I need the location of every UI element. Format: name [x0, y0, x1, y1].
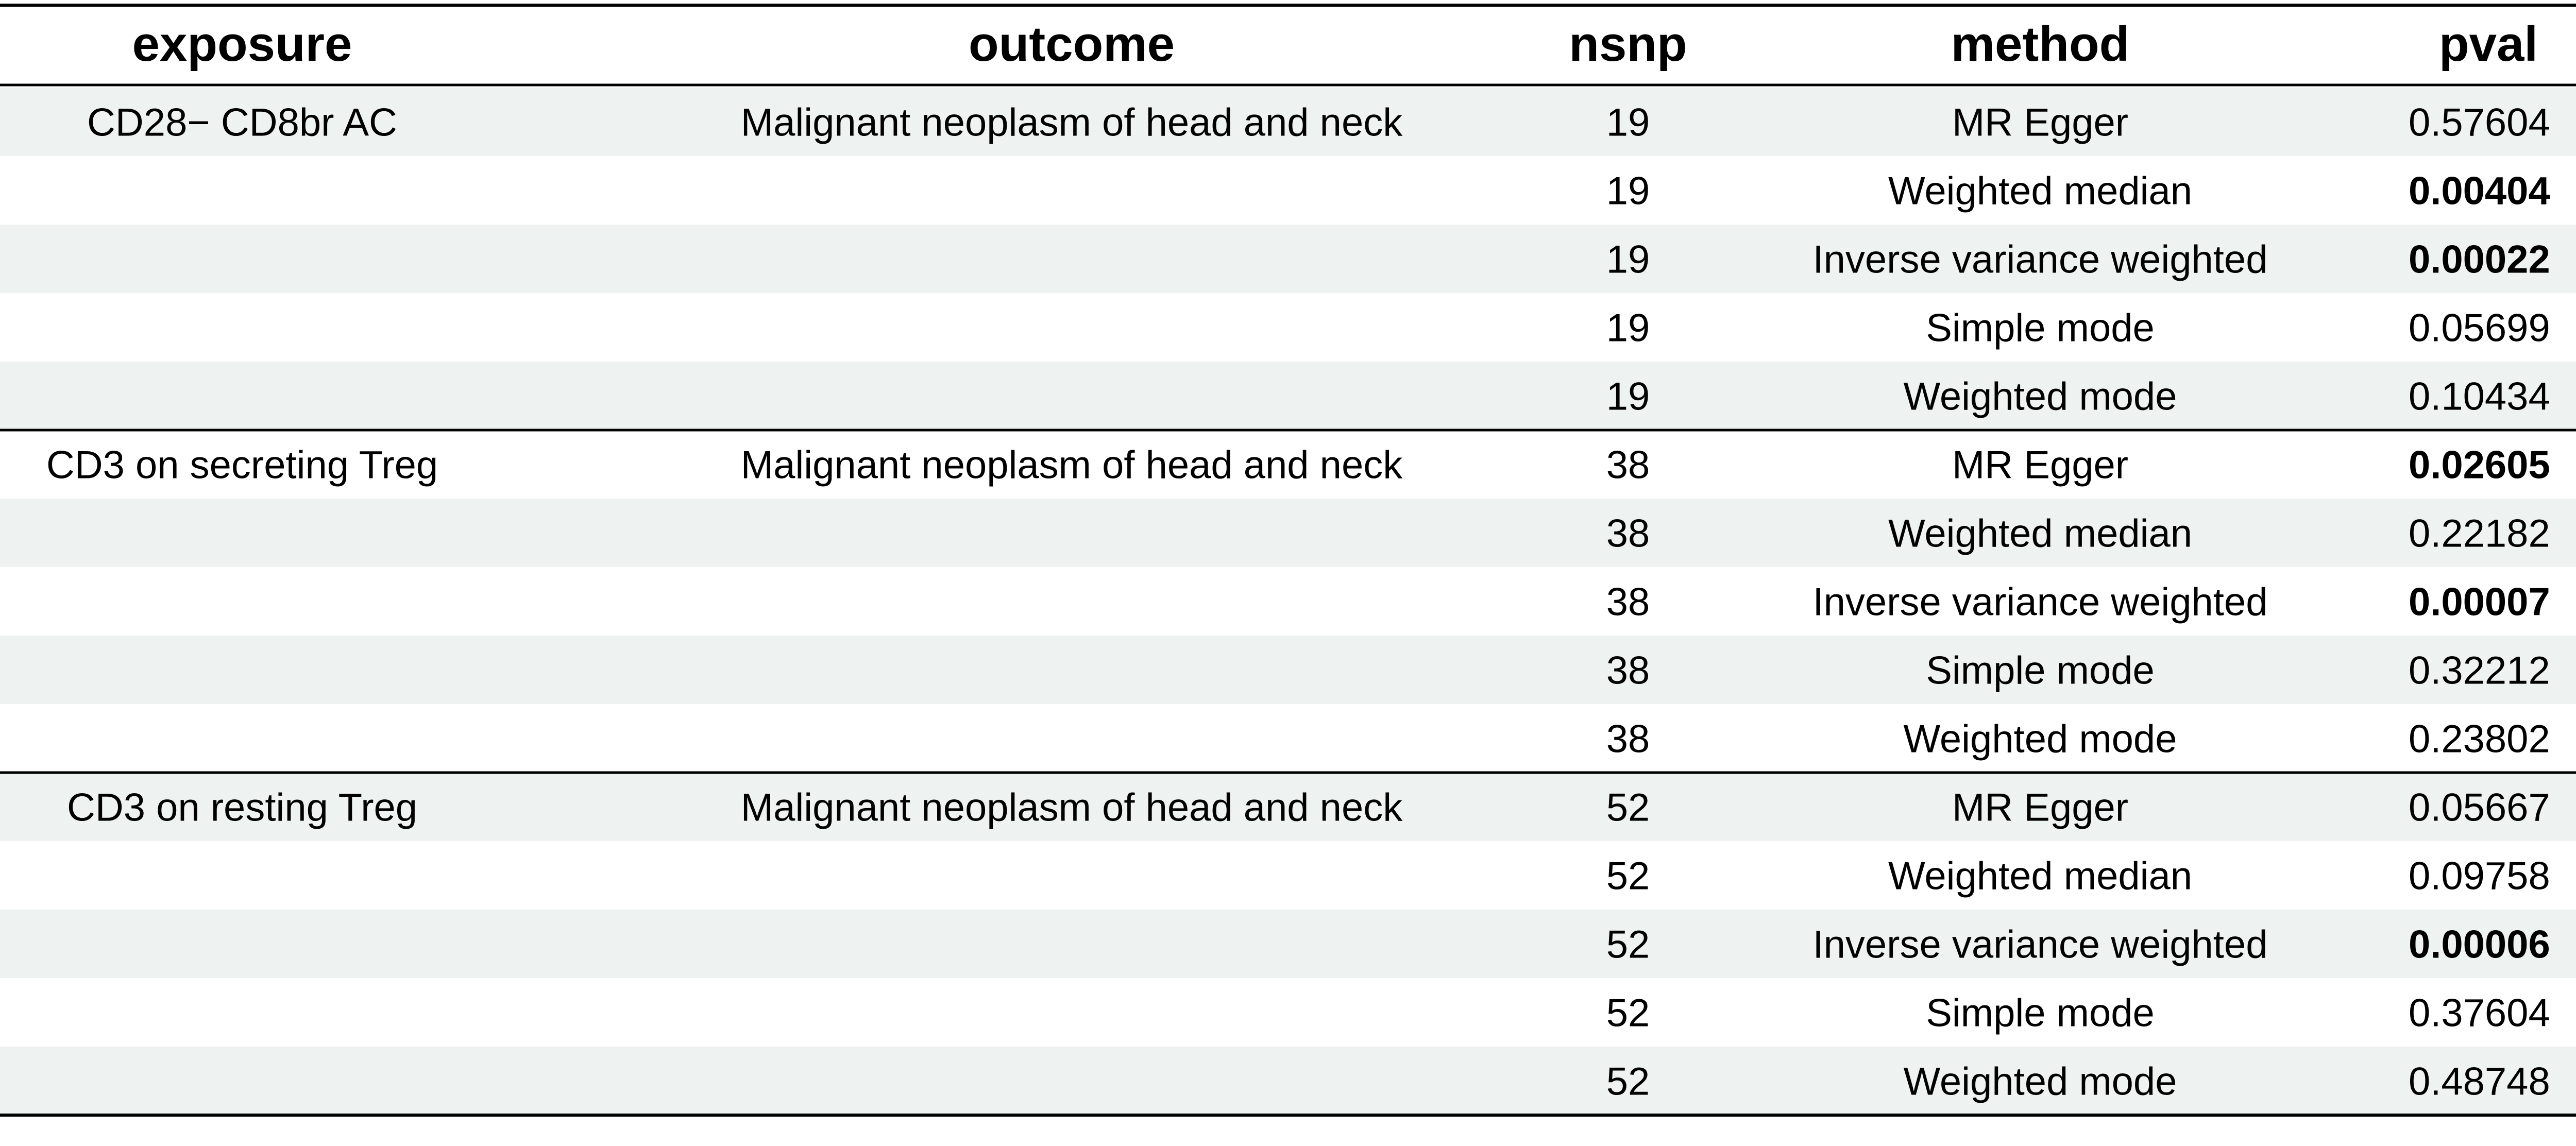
nsnp-cell: 52 — [1606, 922, 1650, 967]
header-pval: pval — [2438, 16, 2538, 72]
table-row — [1606, 580, 2576, 624]
table-row — [1606, 169, 2576, 213]
table-row — [1606, 991, 2576, 1035]
method-cell: Weighted mode — [1903, 717, 2177, 761]
nsnp-cell: 19 — [1606, 100, 1650, 145]
pval-cell: 0.02605 — [2409, 443, 2550, 487]
exposure-cell: CD3 on secreting Treg — [46, 443, 438, 487]
nsnp-cell: 52 — [1606, 854, 1650, 898]
row-band — [0, 636, 2576, 704]
pval-cell: 0.09758 — [2409, 854, 2550, 898]
method-cell: Simple mode — [1926, 991, 2155, 1035]
header-method: method — [1951, 16, 2130, 72]
nsnp-cell: 52 — [1606, 785, 1650, 830]
method-cell: Inverse variance weighted — [1812, 237, 2268, 282]
pval-cell: 0.05699 — [2409, 306, 2550, 350]
method-cell: Simple mode — [1926, 306, 2155, 350]
pval-cell: 0.10434 — [2409, 374, 2550, 419]
outcome-cell: Malignant neoplasm of head and neck — [740, 443, 1403, 487]
table-row — [1606, 717, 2576, 761]
nsnp-cell: 38 — [1606, 717, 1650, 761]
nsnp-cell: 19 — [1606, 237, 1650, 282]
method-cell: Inverse variance weighted — [1812, 922, 2268, 967]
column-headers — [132, 16, 2576, 72]
header-nsnp: nsnp — [1569, 16, 1687, 72]
nsnp-cell: 38 — [1606, 511, 1650, 556]
pval-cell: 0.00022 — [2409, 237, 2550, 282]
table-row — [1606, 306, 2576, 350]
pval-cell: 0.00007 — [2409, 580, 2550, 624]
method-cell: Simple mode — [1926, 648, 2155, 693]
row-band — [0, 362, 2576, 430]
pval-cell: 0.05667 — [2409, 785, 2550, 830]
nsnp-cell: 38 — [1606, 443, 1650, 487]
method-cell: Weighted median — [1888, 511, 2193, 556]
method-cell: MR Egger — [1952, 100, 2129, 145]
table-row — [46, 443, 2576, 487]
nsnp-cell: 38 — [1606, 580, 1650, 624]
pval-cell: 0.22182 — [2409, 511, 2550, 556]
exposure-cell: CD28− CD8br AC — [87, 100, 397, 145]
pval-cell: 0.23802 — [2409, 717, 2550, 761]
nsnp-cell: 19 — [1606, 306, 1650, 350]
method-cell: Inverse variance weighted — [1812, 580, 2268, 624]
header-exposure: exposure — [132, 16, 352, 72]
method-cell: Weighted median — [1888, 854, 2193, 898]
header-outcome: outcome — [968, 16, 1175, 72]
method-cell: MR Egger — [1952, 443, 2129, 487]
method-cell: Weighted median — [1888, 169, 2193, 213]
exposure-cell: CD3 on resting Treg — [66, 785, 418, 830]
pval-cell: 0.32212 — [2409, 648, 2550, 693]
pval-cell: 0.57604 — [2409, 100, 2550, 145]
nsnp-cell: 38 — [1606, 648, 1650, 693]
nsnp-cell: 52 — [1606, 1059, 1650, 1104]
outcome-cell: Malignant neoplasm of head and neck — [740, 785, 1403, 830]
pval-cell: 0.00404 — [2409, 169, 2550, 213]
pval-cell: 0.48748 — [2409, 1059, 2550, 1104]
nsnp-cell: 52 — [1606, 991, 1650, 1035]
nsnp-cell: 19 — [1606, 169, 1650, 213]
method-cell: Weighted mode — [1903, 1059, 2177, 1104]
outcome-cell: Malignant neoplasm of head and neck — [740, 100, 1403, 145]
row-band — [0, 1047, 2576, 1115]
method-cell: MR Egger — [1952, 785, 2129, 830]
table-row — [1606, 854, 2576, 898]
pval-cell: 0.00006 — [2409, 922, 2550, 967]
method-cell: Weighted mode — [1903, 374, 2177, 419]
nsnp-cell: 19 — [1606, 374, 1650, 419]
pval-cell: 0.37604 — [2409, 991, 2550, 1035]
